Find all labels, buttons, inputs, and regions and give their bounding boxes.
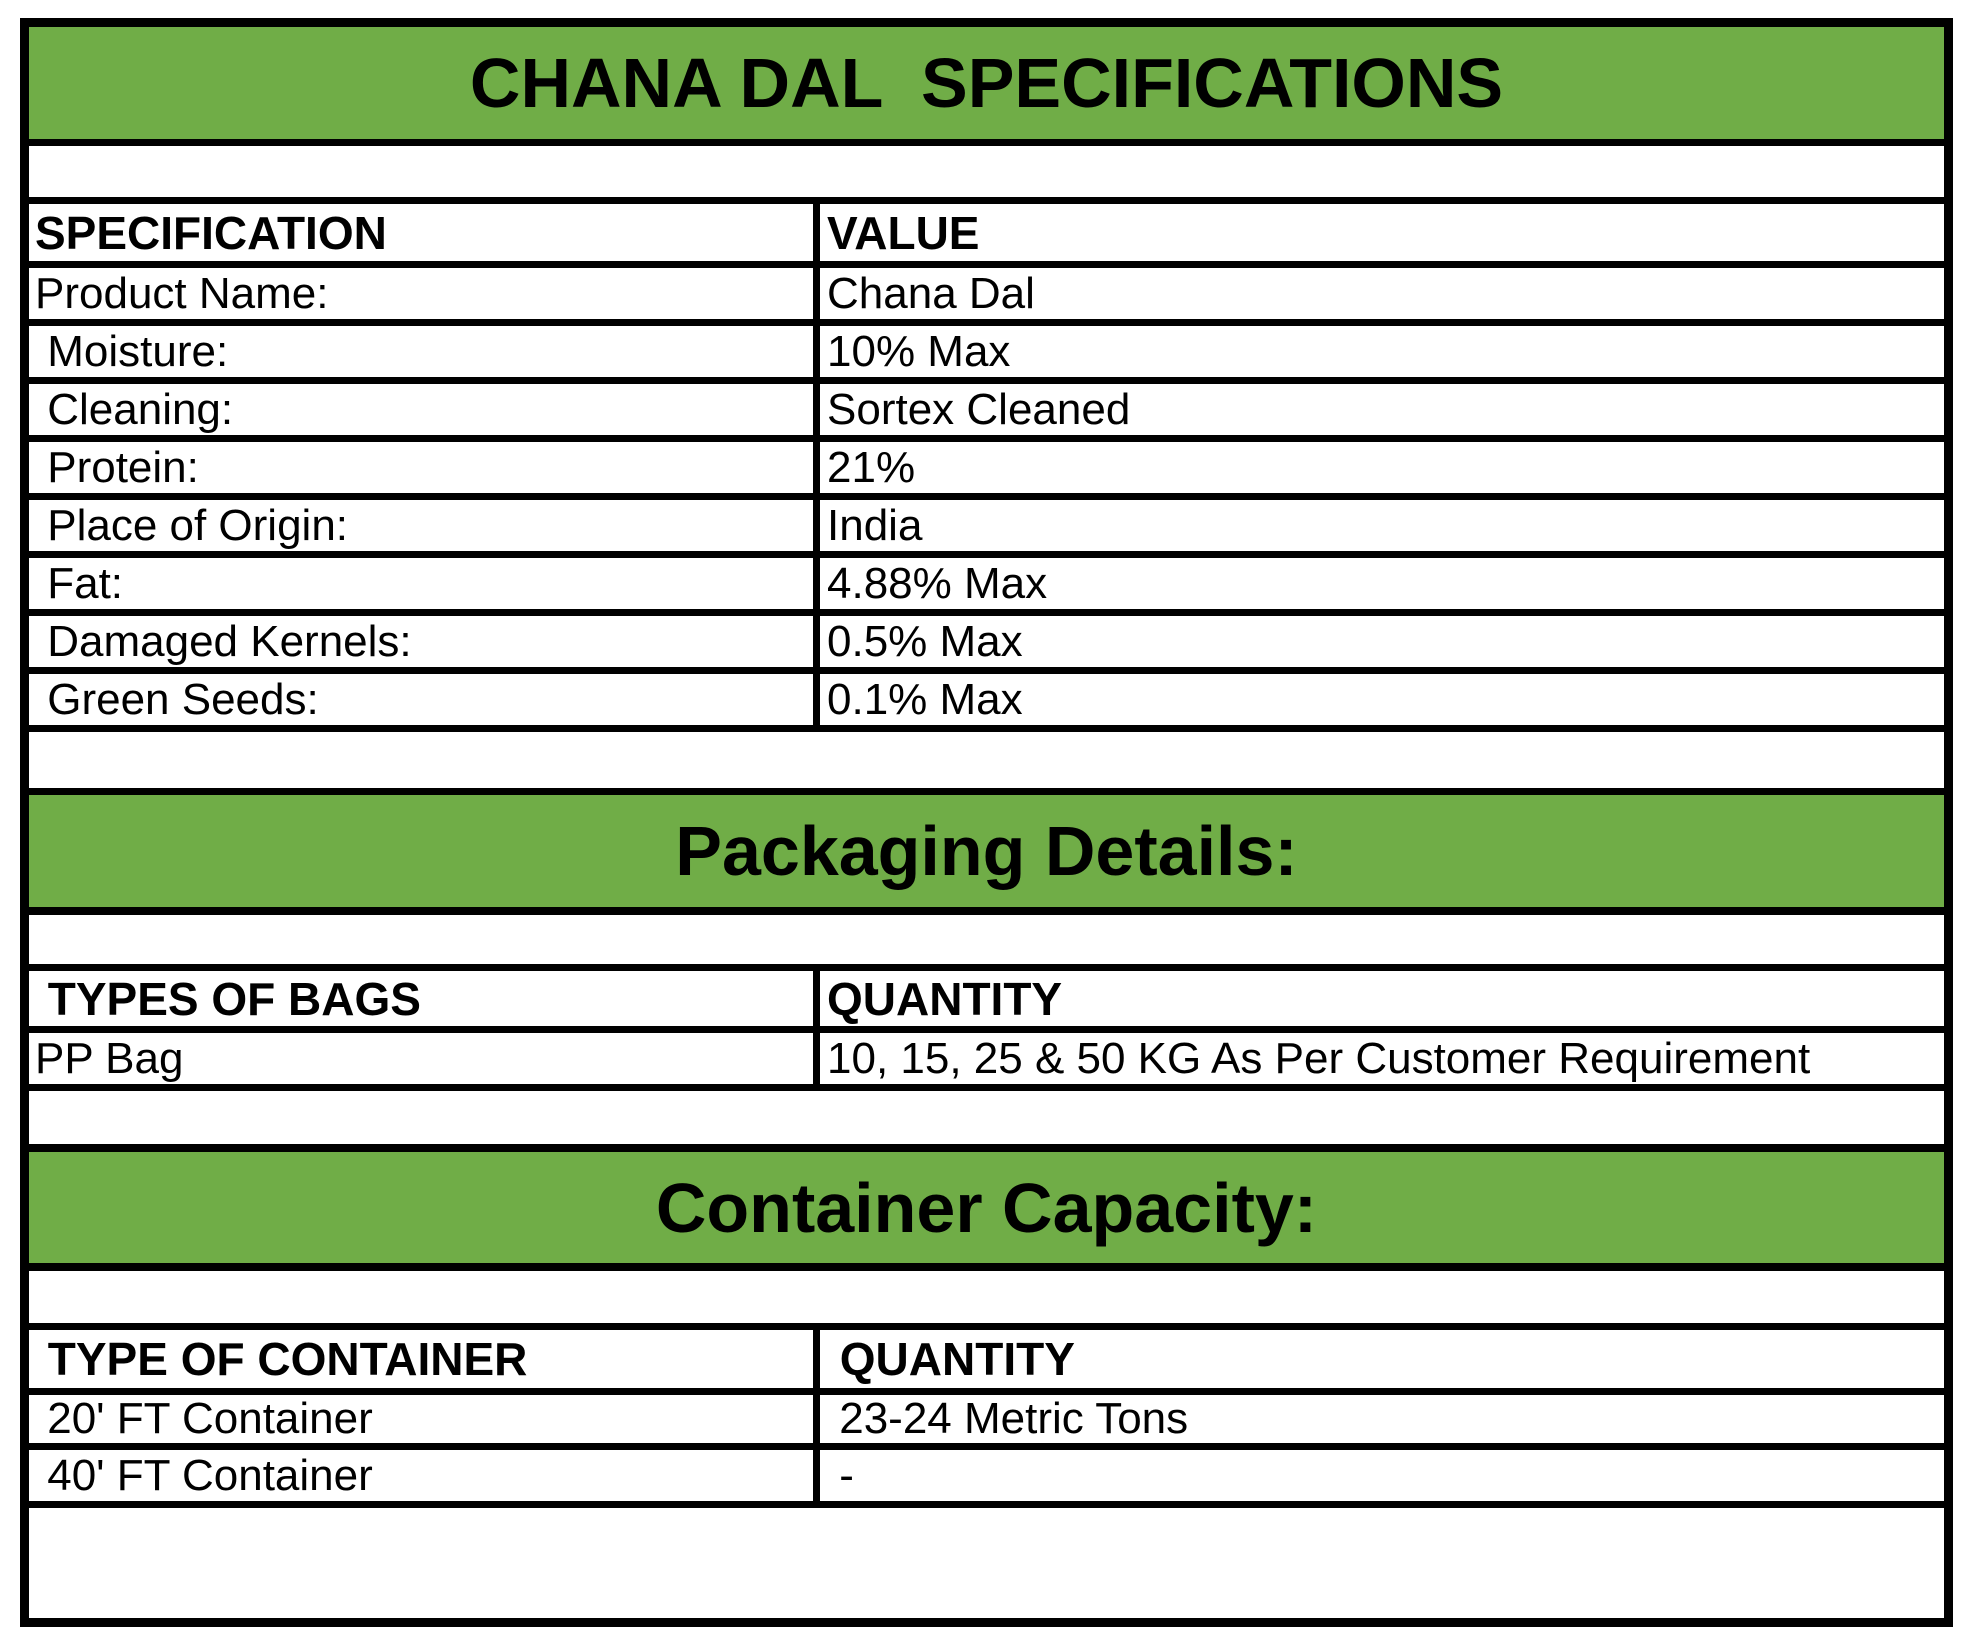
spacer-row — [29, 1271, 1944, 1330]
spec-value-cell: Chana Dal — [827, 268, 1035, 318]
spec-label-cell: Damaged Kernels: — [29, 616, 820, 667]
packaging-header-types-of-bags: TYPES OF BAGS — [29, 971, 820, 1026]
spec-sheet-frame — [20, 18, 1953, 1627]
container-type-cell: 40' FT Container — [29, 1450, 820, 1501]
spec-label-cell: Place of Origin: — [29, 500, 820, 551]
spec-label-cell: Product Name: — [29, 268, 820, 319]
packaging-quantity-cell: 10, 15, 25 & 50 KG As Per Customer Requirement — [827, 1033, 1811, 1083]
packaging-header-quantity: QUANTITY — [827, 972, 1063, 1025]
packaging-table-header-row — [29, 971, 1944, 1033]
spec-table-header-specification: SPECIFICATION — [29, 204, 820, 261]
spacer-row — [29, 915, 1944, 971]
spec-value-cell: Sortex Cleaned — [827, 384, 1131, 434]
spec-value-cell: India — [827, 500, 923, 550]
spec-value-cell: 0.1% Max — [827, 674, 1023, 724]
container-header-type: TYPE OF CONTAINER — [29, 1330, 820, 1388]
container-type-cell: 20' FT Container — [29, 1395, 820, 1443]
spec-row-place-of-origin — [29, 500, 1944, 558]
container-header-quantity: QUANTITY — [827, 1333, 1075, 1385]
spec-label-cell: Cleaning: — [29, 384, 820, 435]
spec-row-moisture — [29, 326, 1944, 384]
spacer-row — [29, 146, 1944, 204]
spacer-row — [29, 1091, 1944, 1152]
spec-table-header-value: VALUE — [827, 206, 980, 259]
spec-value-cell: 0.5% Max — [827, 616, 1023, 666]
spec-table-header-row — [29, 204, 1944, 268]
spec-label-cell: Moisture: — [29, 326, 820, 377]
spec-row-product-name — [29, 268, 1944, 326]
spec-value-cell: 4.88% Max — [827, 558, 1048, 608]
packaging-heading: Packaging Details: — [675, 812, 1298, 890]
spec-value-cell: 10% Max — [827, 326, 1011, 376]
packaging-row-pp-bag — [29, 1033, 1944, 1091]
container-quantity-cell: 23-24 Metric Tons — [827, 1395, 1189, 1443]
spec-label-cell: Fat: — [29, 558, 820, 609]
container-banner — [29, 1152, 1944, 1271]
spec-row-green-seeds — [29, 674, 1944, 732]
spec-row-fat — [29, 558, 1944, 616]
title-banner — [29, 27, 1944, 146]
packaging-banner — [29, 795, 1944, 915]
container-row-20ft — [29, 1395, 1944, 1450]
spec-label-cell: Protein: — [29, 442, 820, 493]
page-title: CHANA DAL SPECIFICATIONS — [469, 44, 1504, 122]
container-heading: Container Capacity: — [655, 1168, 1318, 1247]
spec-value-cell: 21% — [827, 442, 916, 492]
container-table-header-row — [29, 1330, 1944, 1395]
spec-label-cell: Green Seeds: — [29, 674, 820, 725]
packaging-bag-cell: PP Bag — [29, 1033, 820, 1084]
container-row-40ft — [29, 1450, 1944, 1508]
spec-row-damaged-kernels — [29, 616, 1944, 674]
container-quantity-cell: - — [827, 1450, 854, 1500]
spec-row-cleaning — [29, 384, 1944, 442]
spacer-row — [29, 732, 1944, 795]
spec-row-protein — [29, 442, 1944, 500]
bottom-empty-area — [29, 1508, 1944, 1618]
